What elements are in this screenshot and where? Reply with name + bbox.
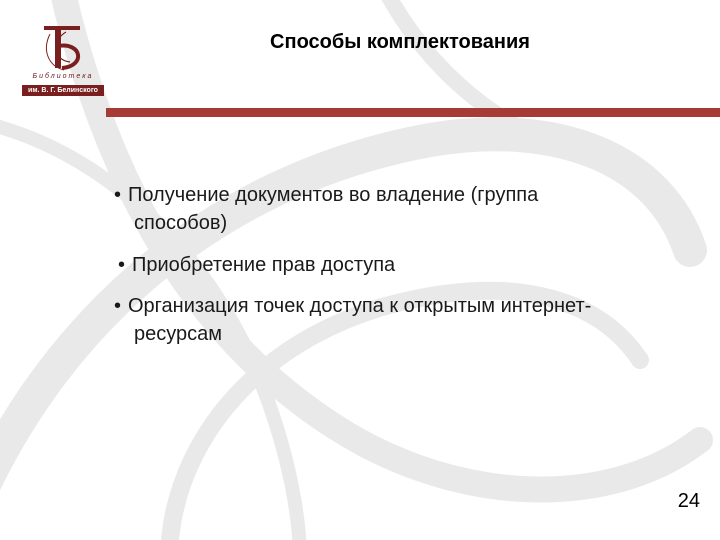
bullet-text-line-1: Получение документов во владение (группа (128, 184, 539, 206)
bullet-marker: • (114, 184, 122, 206)
page-number: 24 (677, 490, 700, 512)
logo-library-caption: Библиотека (32, 73, 94, 80)
bullet-text-line-2: ресурсам (134, 323, 223, 345)
letter-b-logo-icon (22, 22, 104, 74)
bullet-marker: • (114, 295, 122, 317)
bullet-item-2 (118, 251, 638, 279)
bullet-item-3 (114, 292, 704, 348)
slide-title: Способы комплектования (270, 31, 530, 53)
header-divider (106, 108, 720, 117)
bullet-text-line-1: Приобретение прав доступа (132, 254, 396, 276)
bullet-marker: • (118, 254, 126, 276)
library-logo (22, 22, 104, 100)
bullet-text-line-2: способов) (134, 212, 228, 234)
logo-name-banner: им. В. Г. Белинского (22, 85, 104, 96)
bullet-text-line-1: Организация точек доступа к открытым интернет- (128, 295, 592, 317)
bullet-item-1 (114, 181, 654, 237)
